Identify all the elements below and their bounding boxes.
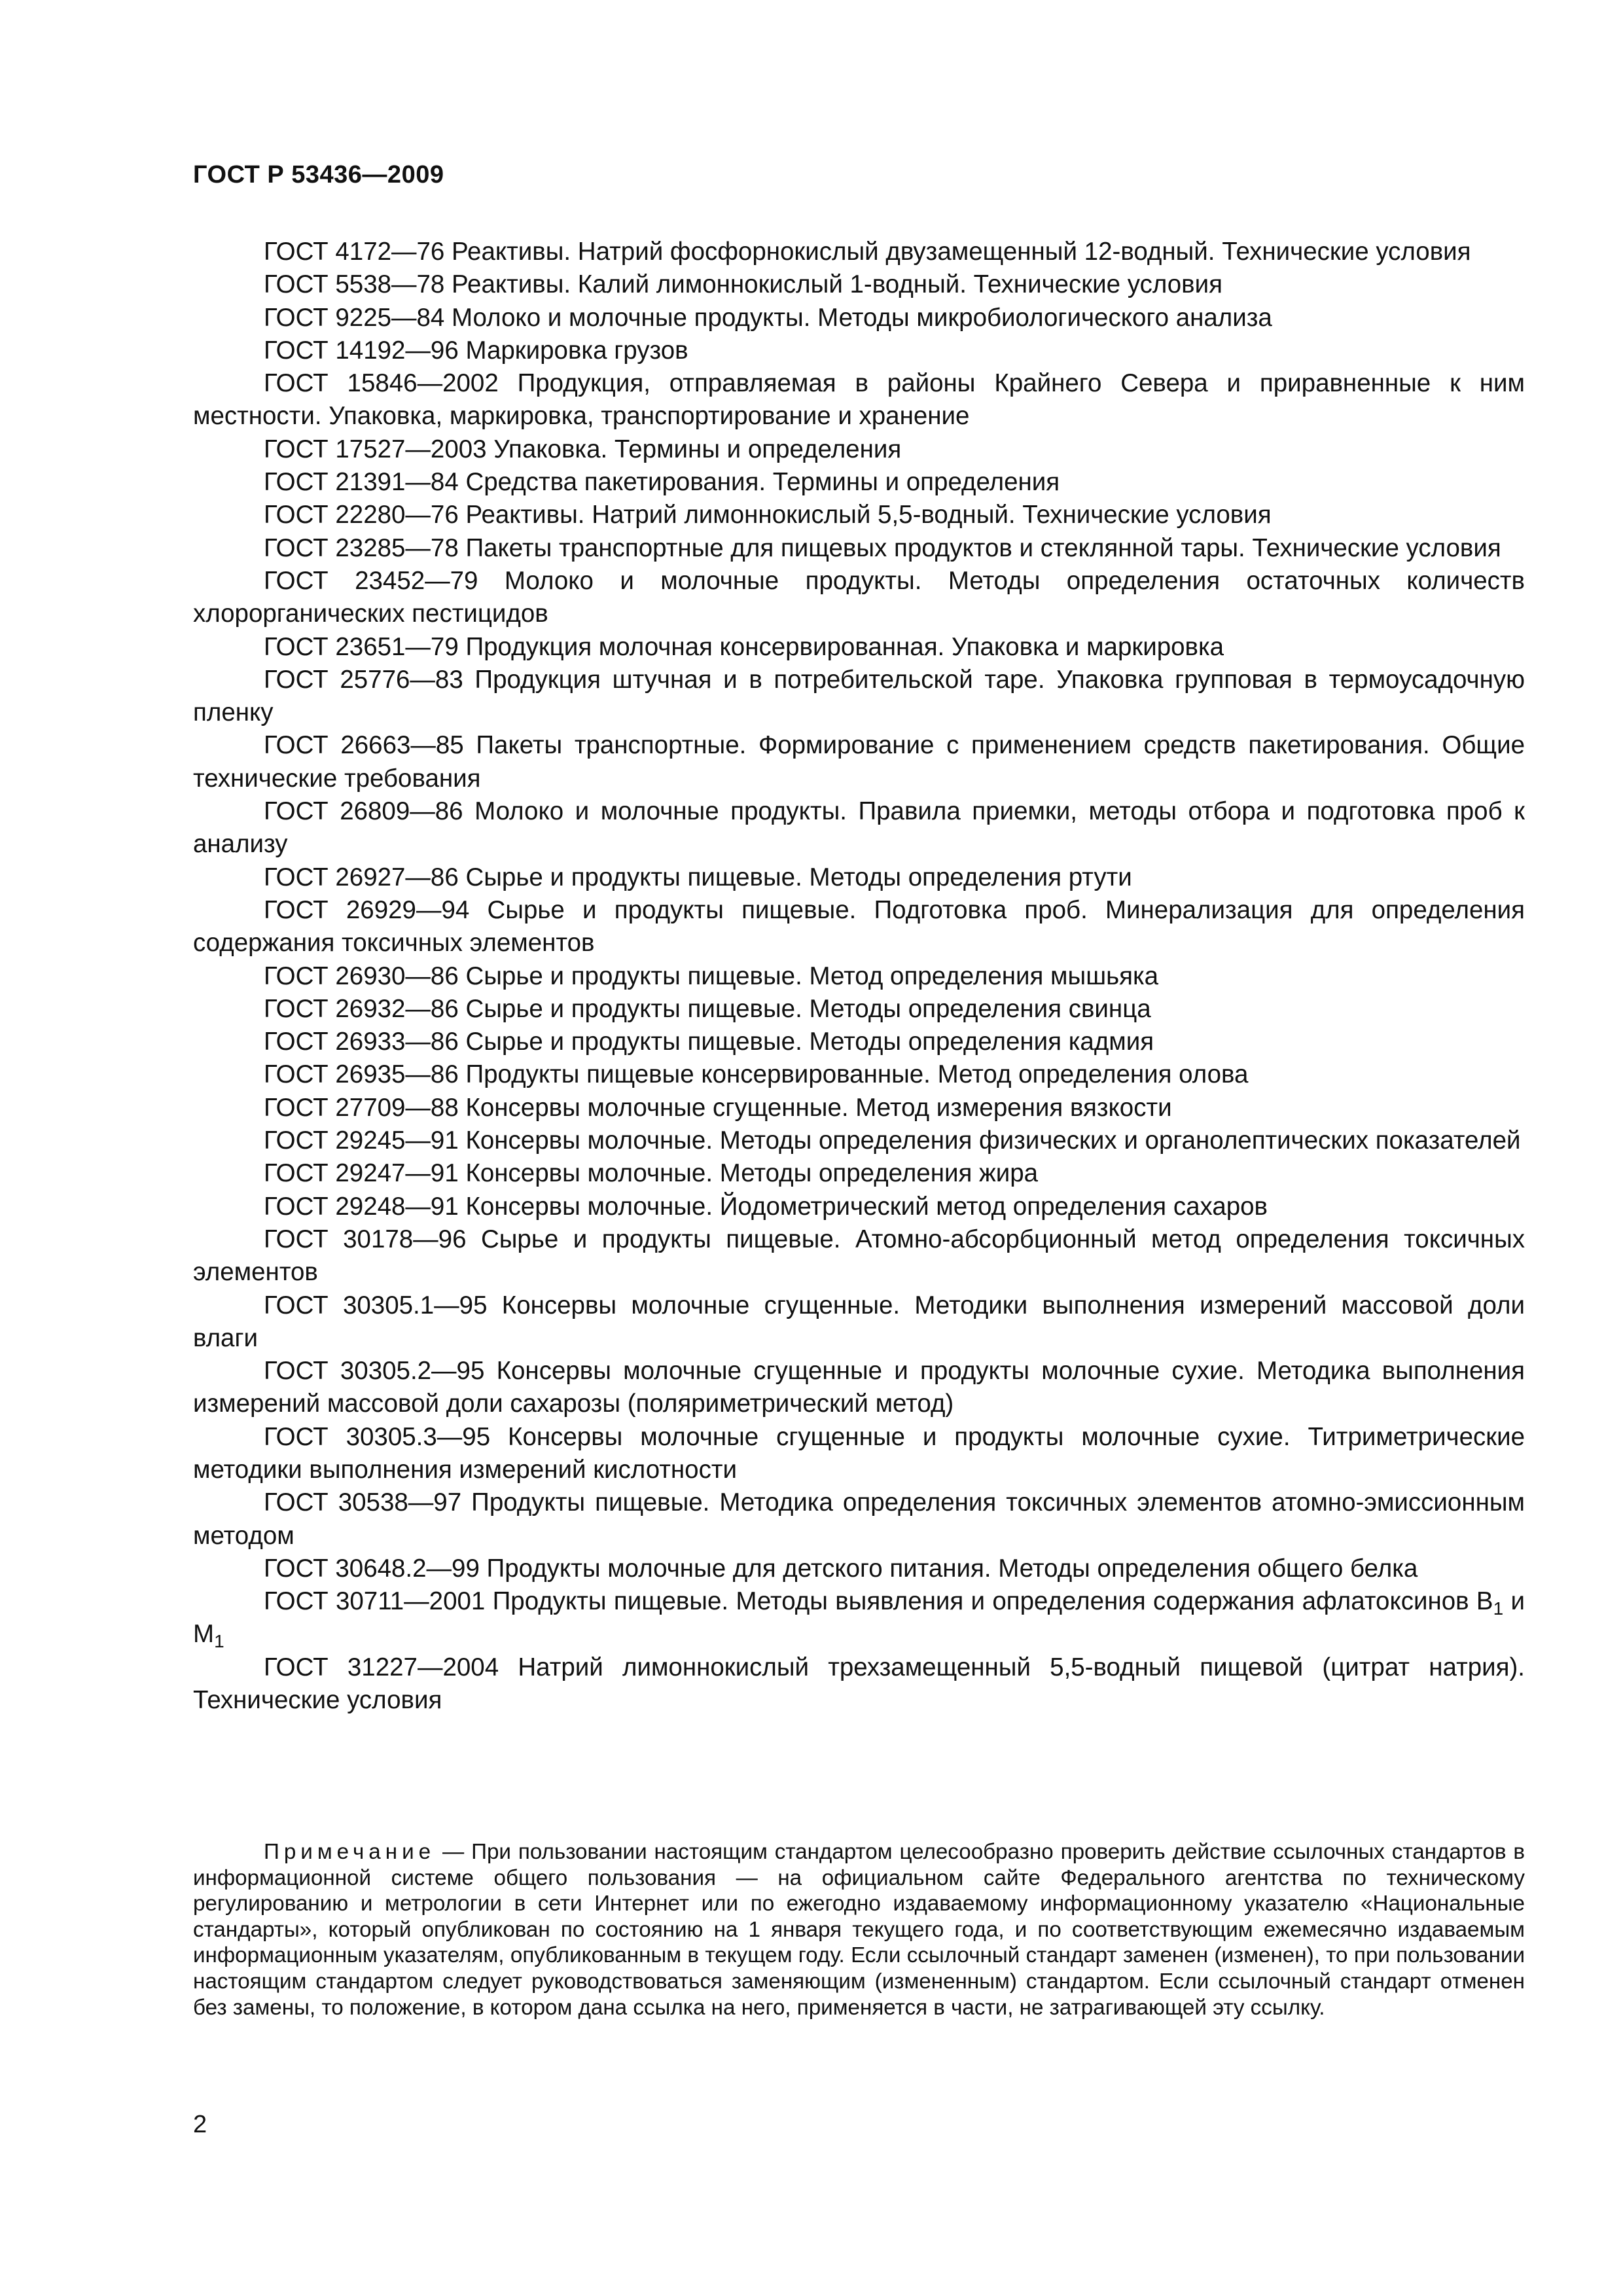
aflatoxin-b-label: B — [1476, 1587, 1493, 1616]
reference-item: ГОСТ 17527—2003 Упаковка. Термины и определения — [264, 435, 902, 463]
reference-item: ГОСТ 30178—96 Сырье и продукты пищевые. Атомно-абсорбционный метод определения токсичных элементов — [193, 1225, 1525, 1287]
note-label: Примечание — [264, 1840, 436, 1864]
reference-item: ГОСТ 29247—91 Консервы молочные. Методы определения жира — [264, 1159, 1039, 1188]
reference-item: ГОСТ 15846—2002 Продукция, отправляемая в районы Крайнего Севера и приравненные к ним местности. Упаковка, маркировка, транспортирование и хранение — [193, 369, 1525, 431]
reference-item: ГОСТ 9225—84 Молоко и молочные продукты. Методы микробиологического анализа — [264, 303, 1272, 332]
reference-item-aflatoxins — [193, 1585, 1525, 1651]
reference-item: ГОСТ 22280—76 Реактивы. Натрий лимоннокислый 5,5-водный. Технические условия — [264, 501, 1272, 529]
document-header: ГОСТ Р 53436—2009 — [193, 161, 444, 188]
reference-item: ГОСТ 25776—83 Продукция штучная и в потребительской таре. Упаковка групповая в термоусадочную пленку — [193, 665, 1525, 727]
reference-item: ГОСТ 26927—86 Сырье и продукты пищевые. Методы определения ртути — [264, 863, 1132, 891]
reference-item: ГОСТ 31227—2004 Натрий лимоннокислый трехзамещенный 5,5-водный пищевой (цитрат натрия). Технические условия — [193, 1653, 1525, 1715]
reference-item: ГОСТ 29248—91 Консервы молочные. Йодометрический метод определения сахаров — [264, 1192, 1268, 1221]
reference-item: ГОСТ 26929—94 Сырье и продукты пищевые. Подготовка проб. Минерализация для определения содержания токсичных элементов — [193, 895, 1525, 958]
reference-item: ГОСТ 30305.2—95 Консервы молочные сгущенные и продукты молочные сухие. Методика выполнения измерений массовой доли сахарозы (поляриметрический метод) — [193, 1357, 1525, 1418]
reference-item: ГОСТ 21391—84 Средства пакетирования. Термины и определения — [264, 468, 1060, 497]
reference-item: ГОСТ 27709—88 Консервы молочные сгущенные. Метод измерения вязкости — [264, 1093, 1172, 1122]
reference-item: ГОСТ 30648.2—99 Продукты молочные для детского питания. Методы определения общего белка — [264, 1554, 1418, 1583]
reference-item: ГОСТ 4172—76 Реактивы. Натрий фосфорнокислый двузамещенный 12-водный. Технические условия — [264, 238, 1471, 266]
reference-item: ГОСТ 14192—96 Маркировка грузов — [264, 336, 688, 365]
aflatoxin-m-subscript: 1 — [214, 1631, 224, 1652]
note-text: При пользовании настоящим стандартом целесообразно проверить действие ссылочных стандартов в информационной системе общего пользования — на официальном сайте Федерального агентства по техническому регулированию и метрологии в сети Интернет или по ежегодно издаваемому информационному указателю «Национальные стандарты», который опубликован по состоянию на 1 января текущего года, и по соответствующим ежемесячно издаваемым информационным указателям, опубликованным в текущем году. Если ссылочный стандарт заменен (изменен), то при пользовании настоящим стандартом следует руководствоваться заменяющим (измененным) стандартом. Если ссылочный стандарт отменен без замены, то положение, в котором дана ссылка на него, применяется в части, не затрагивающей эту ссылку. — [193, 1840, 1525, 2020]
reference-item: ГОСТ 26930—86 Сырье и продукты пищевые. Метод определения мышьяка — [264, 961, 1159, 990]
reference-item: ГОСТ 29245—91 Консервы молочные. Методы определения физических и органолептических показателей — [264, 1126, 1521, 1155]
reference-item: ГОСТ 30305.3—95 Консервы молочные сгущенные и продукты молочные сухие. Титриметрические методики выполнения измерений кислотности — [193, 1422, 1525, 1484]
reference-item: ГОСТ 5538—78 Реактивы. Калий лимоннокислый 1-водный. Технические условия — [264, 270, 1222, 299]
conjunction: и — [1510, 1587, 1525, 1616]
normative-references-list — [193, 236, 1525, 1717]
reference-item: ГОСТ 26935—86 Продукты пищевые консервированные. Метод определения олова — [264, 1060, 1249, 1089]
page-number: 2 — [193, 2111, 207, 2138]
reference-item: ГОСТ 23452—79 Молоко и молочные продукты. Методы определения остаточных количеств хлорорганических пестицидов — [193, 566, 1525, 628]
aflatoxin-b-subscript: 1 — [1493, 1598, 1504, 1619]
note-dash: — — [442, 1840, 465, 1864]
reference-item: ГОСТ 30538—97 Продукты пищевые. Методика определения токсичных элементов атомно-эмиссионным методом — [193, 1488, 1525, 1550]
reference-text: ГОСТ 30711—2001 Продукты пищевые. Методы выявления и определения содержания афлатоксинов — [264, 1587, 1469, 1616]
reference-item: ГОСТ 23651—79 Продукция молочная консервированная. Упаковка и маркировка — [264, 632, 1224, 661]
aflatoxin-m-label: M — [193, 1620, 215, 1649]
reference-item: ГОСТ 26663—85 Пакеты транспортные. Формирование с применением средств пакетирования. Общие технические требования — [193, 731, 1525, 793]
reference-item: ГОСТ 26809—86 Молоко и молочные продукты. Правила приемки, методы отбора и подготовка проб к анализу — [193, 797, 1525, 859]
note-paragraph — [193, 1839, 1525, 2020]
reference-item: ГОСТ 26932—86 Сырье и продукты пищевые. Методы определения свинца — [264, 994, 1151, 1023]
reference-item: ГОСТ 30305.1—95 Консервы молочные сгущенные. Методики выполнения измерений массовой доли влаги — [193, 1291, 1525, 1352]
reference-item: ГОСТ 26933—86 Сырье и продукты пищевые. Методы определения кадмия — [264, 1028, 1154, 1056]
reference-item: ГОСТ 23285—78 Пакеты транспортные для пищевых продуктов и стеклянной тары. Технические условия — [264, 533, 1501, 562]
